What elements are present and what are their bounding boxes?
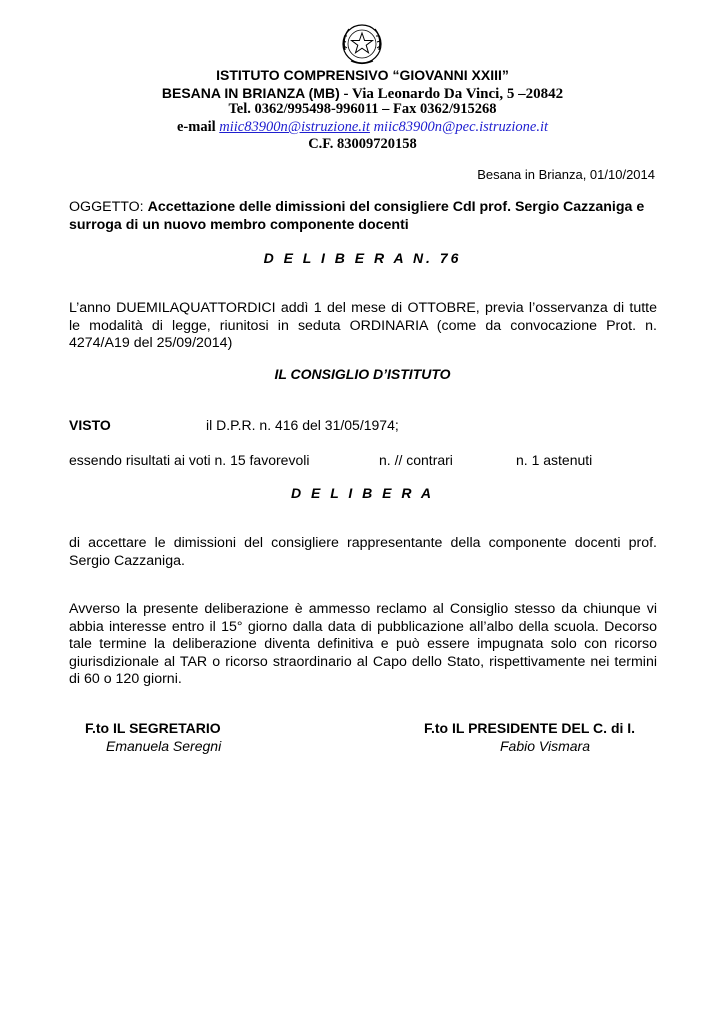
subject-label: OGGETTO: [69, 199, 148, 215]
pec-email-link[interactable]: miic83900n@pec.istruzione.it [373, 119, 549, 135]
votes-contrari: n. // contrari [379, 452, 453, 468]
delibera-heading: D E L I B E R A [290, 485, 434, 501]
school-name: ISTITUTO COMPRENSIVO “GIOVANNI XXIII” [216, 67, 509, 83]
president-name: Fabio Vismara [500, 738, 591, 754]
president-title: F.to IL PRESIDENTE DEL C. di I. [424, 720, 636, 736]
italian-republic-emblem-icon [339, 20, 385, 66]
school-email-line [0, 119, 725, 136]
document-date: Besana in Brianza, 01/10/2014 [477, 167, 655, 182]
visto-text: il D.P.R. n. 416 del 31/05/1974; [206, 417, 399, 433]
secretary-name: Emanuela Seregni [106, 738, 222, 754]
votes-favorevoli: essendo risultati ai voti n. 15 favorevoli [69, 452, 310, 468]
votes-astenuti: n. 1 astenuti [516, 452, 593, 468]
intro-paragraph: L’anno DUEMILAQUATTORDICI addì 1 del mese di OTTOBRE, previa l’osservanza di tutte le modalità di legge, riunitosi in seduta ORDINARIA (come da convocazione Prot. n. 4274/A19 del 25/09/2014) [69, 300, 657, 351]
school-phone: Tel. 0362/995498-996011 – Fax 0362/915268 [228, 101, 497, 117]
fiscal-code: C.F. 83009720158 [308, 136, 417, 152]
email-label: e-mail [176, 119, 220, 135]
decision-paragraph: di accettare le dimissioni del consigliere rappresentante della componente docenti prof. Sergio Cazzaniga. [69, 535, 657, 569]
appeal-paragraph: Avverso la presente deliberazione è ammesso reclamo al Consiglio stesso da chiunque vi abbia interesse entro il 15° giorno dalla data di pubblicazione all’albo della scuola. Decorso tale termine la deliberazione diventa definitiva e può essere impugnata solo con ricorso giurisdizionale al TAR o ricorso straordinario al Capo dello Stato, rispettivamente nei termini di 60 o 120 giorni. [69, 601, 657, 687]
email-link[interactable]: miic83900n@istruzione.it [219, 119, 370, 135]
secretary-title: F.to IL SEGRETARIO [85, 720, 221, 736]
subject [69, 198, 659, 234]
delibera-number-title: D E L I B E R A N. 76 [263, 250, 462, 266]
school-street: - Via Leonardo Da Vinci, 5 –20842 [339, 86, 564, 102]
subject-text: Accettazione delle dimissioni del consigliere CdI prof. Sergio Cazzaniga e surroga di un nuovo membro componente docenti [69, 199, 645, 233]
school-town: BESANA IN BRIANZA (MB) [161, 85, 340, 101]
visto-label: VISTO [69, 417, 111, 433]
council-heading: IL CONSIGLIO D’ISTITUTO [274, 366, 451, 382]
